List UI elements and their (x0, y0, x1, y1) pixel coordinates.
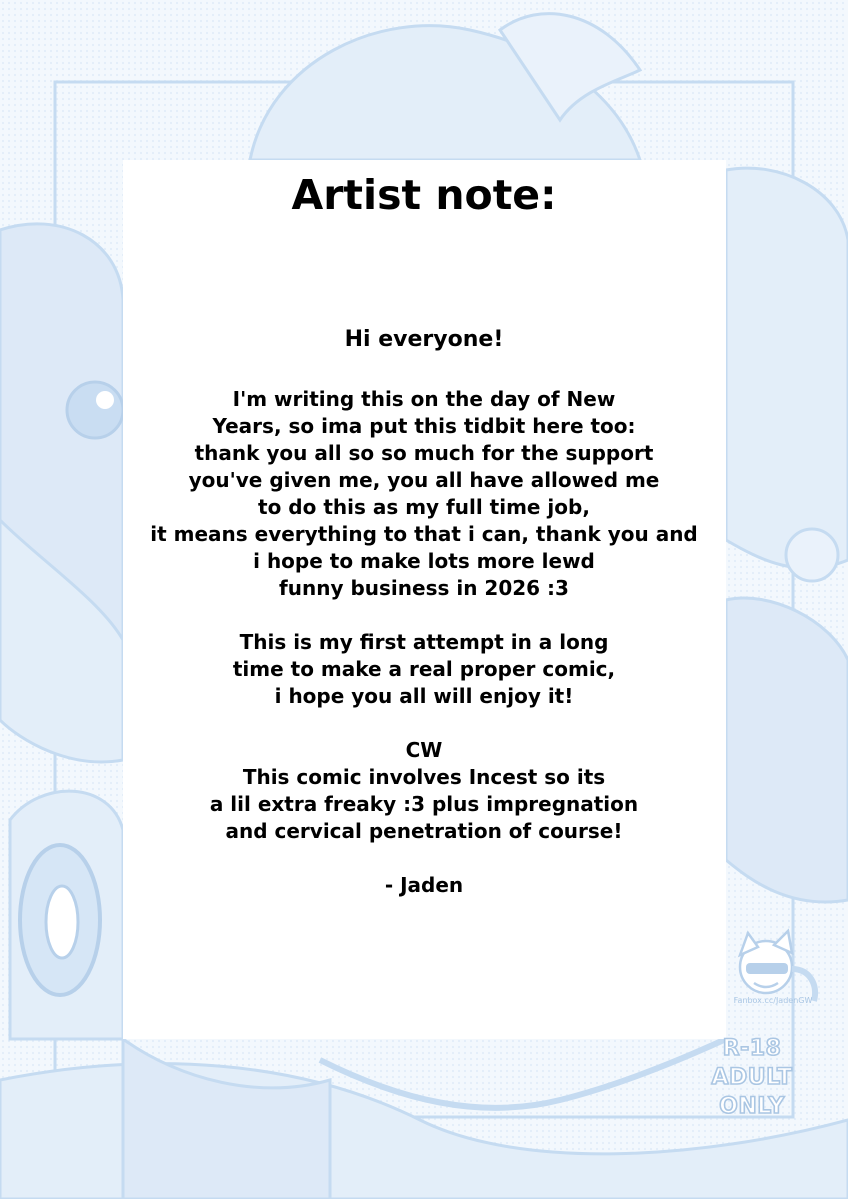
text-line: I'm writing this on the day of New (232, 387, 616, 411)
page-title: Artist note: (291, 171, 557, 219)
text-line: funny business in 2026 :3 (279, 576, 569, 600)
paragraph-gap (0, 845, 848, 872)
text-line: Years, so ima put this tidbit here too: (212, 414, 636, 438)
text-line: thank you all so so much for the support (194, 441, 654, 465)
text-line: to do this as my full time job, (258, 495, 590, 519)
text-line: i hope you all will enjoy it! (274, 684, 574, 708)
rating-badge-line: R-18 (722, 1036, 782, 1061)
paragraph-thanks (0, 386, 848, 602)
paragraph-gap (0, 710, 848, 737)
rating-badge-line: ONLY (719, 1094, 785, 1119)
text-line: you've given me, you all have allowed me (188, 468, 660, 492)
watermark-credit: Fanbox.cc/JadenGW (733, 996, 813, 1005)
artist-mascot-icon (718, 925, 828, 1035)
text-line: it means everything to that i can, thank you and (150, 522, 698, 546)
text-line: i hope to make lots more lewd (253, 549, 595, 573)
note-body (0, 321, 848, 899)
text-line: This comic involves Incest so its (242, 765, 606, 789)
content-warning (0, 737, 848, 845)
greeting: Hi everyone! (344, 327, 504, 352)
text-line: and cervical penetration of course! (225, 819, 623, 843)
rating-badge-line: ADULT (711, 1065, 793, 1090)
text-line: This is my first attempt in a long (239, 630, 609, 654)
paragraph-first-comic (0, 629, 848, 710)
rating-badge (700, 1034, 804, 1121)
paragraph-gap (0, 602, 848, 629)
content-warning-heading: CW (405, 738, 443, 762)
text-line: a lil extra freaky :3 plus impregnation (209, 792, 639, 816)
text-line: time to make a real proper comic, (232, 657, 616, 681)
signature: - Jaden (384, 873, 464, 897)
